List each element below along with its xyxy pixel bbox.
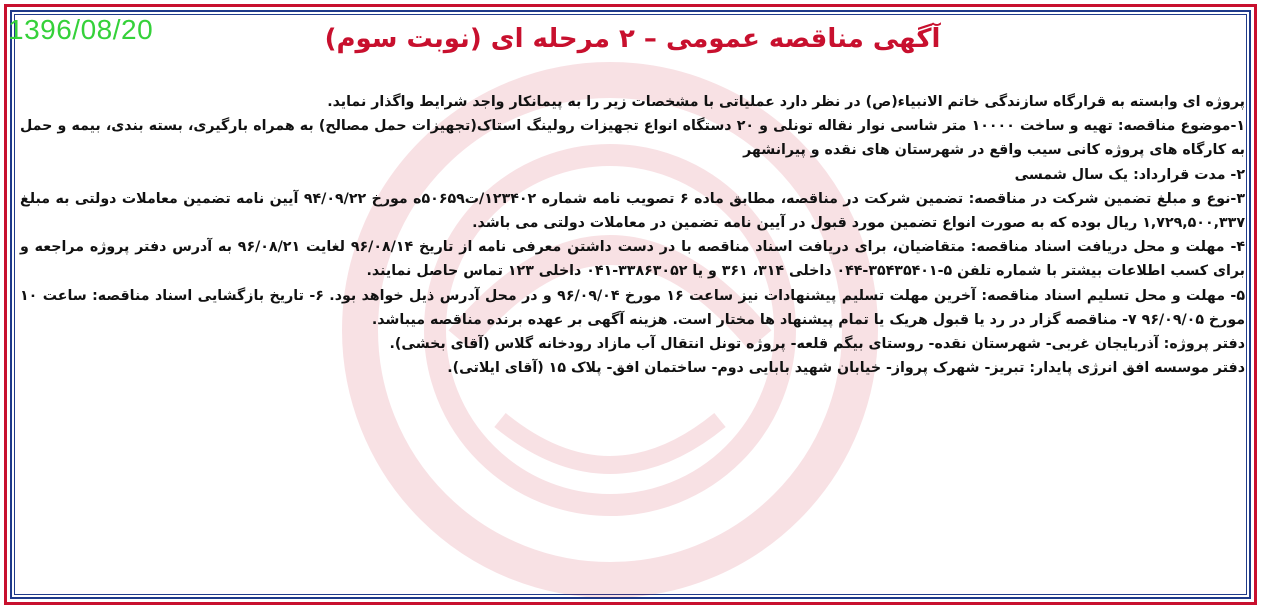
notice-body (20, 90, 1245, 380)
notice-title: آگهی مناقصه عمومی – ۲ مرحله ای (نوبت سوم) (324, 24, 941, 54)
project-office-address: دفتر پروژه: آذربایجان غربی- شهرستان نقده- روستای بیگم قلعه- پروژه تونل انتقال آب مازاد رودخانه گلاس (آقای بخشی). (389, 336, 1245, 353)
subject-paragraph: ۱-موضوع مناقصه: تهیه و ساخت ۱۰۰۰۰ متر شاسی نوار نقاله تونلی و ۲۰ دستگاه انواع تجهیزات رولینگ استاک(تجهیزات حمل مصالح) به همراه بارگیری، بسته بندی، بیمه و حمل به کارگاه های پروژه کانی سیب واقع در شهرستان های نقده و پیرانشهر (20, 118, 1245, 159)
guarantee-paragraph: ۳-نوع و مبلغ تضمین شرکت در مناقصه: تضمین شرکت در مناقصه، مطابق ماده ۶ تصویب نامه شماره ۱۲۳۴۰۲/ت۵۰۶۵۹ه مورخ ۹۴/۰۹/۲۲ آیین نامه تضمین معاملات دولتی به مبلغ ۱,۷۲۹,۵۰۰,۳۳۷ ریال بوده که به صورت انواع تضمین مورد قبول در آیین نامه تضمین در معاملات دولتی می باشد. (20, 190, 1245, 232)
duration-paragraph: ۲- مدت قرارداد: یک سال شمسی (1014, 166, 1245, 183)
intro-paragraph: پروژه ای وابسته به قرارگاه سازندگی خاتم الانبیاء(ص) در نظر دارد عملیاتی با مشخصات زیر را به پیمانکار واجد شرایط واگذار نماید. (327, 94, 1245, 110)
date-stamp: 1396/08/20 (8, 14, 154, 45)
documents-paragraph: ۴- مهلت و محل دریافت اسناد مناقصه: متقاضیان، برای دریافت اسناد مناقصه با در دست داشتن معرفی نامه از تاریخ ۹۶/۰۸/۱۴ لغایت ۹۶/۰۸/۲۱ به آدرس دفتر پروژه مراجعه و برای کسب اطلاعات بیشتر با شماره تلفن ۵-۳۵۴۳۵۴۰۱-۰۴۴ داخلی ۳۱۴، ۳۶۱ و یا ۳۳۸۶۳۰۵۲-۰۴۱ داخلی ۱۲۳ تماس حاصل نمایند. (20, 239, 1245, 280)
company-office-address: دفتر موسسه افق انرژی پایدار: تبریز- شهرک پرواز- خیابان شهید بابایی دوم- ساختمان افق- پلاک ۱۵ (آقای ایلاتی). (447, 360, 1245, 377)
submission-paragraph: ۵- مهلت و محل تسلیم اسناد مناقصه: آخرین مهلت تسلیم پیشنهادات نیز ساعت ۱۶ مورخ ۹۶/۰۹/۰۴ و در محل آدرس ذیل خواهد بود. ۶- تاریخ بازگشایی اسناد مناقصه: ساعت ۱۰ مورخ ۹۶/۰۹/۰۵ ۷- مناقصه گزار در رد یا قبول هریک یا تمام پیشنهاد ها مختار است. هزینه آگهی بر عهده برنده مناقصه میباشد. (20, 287, 1245, 328)
